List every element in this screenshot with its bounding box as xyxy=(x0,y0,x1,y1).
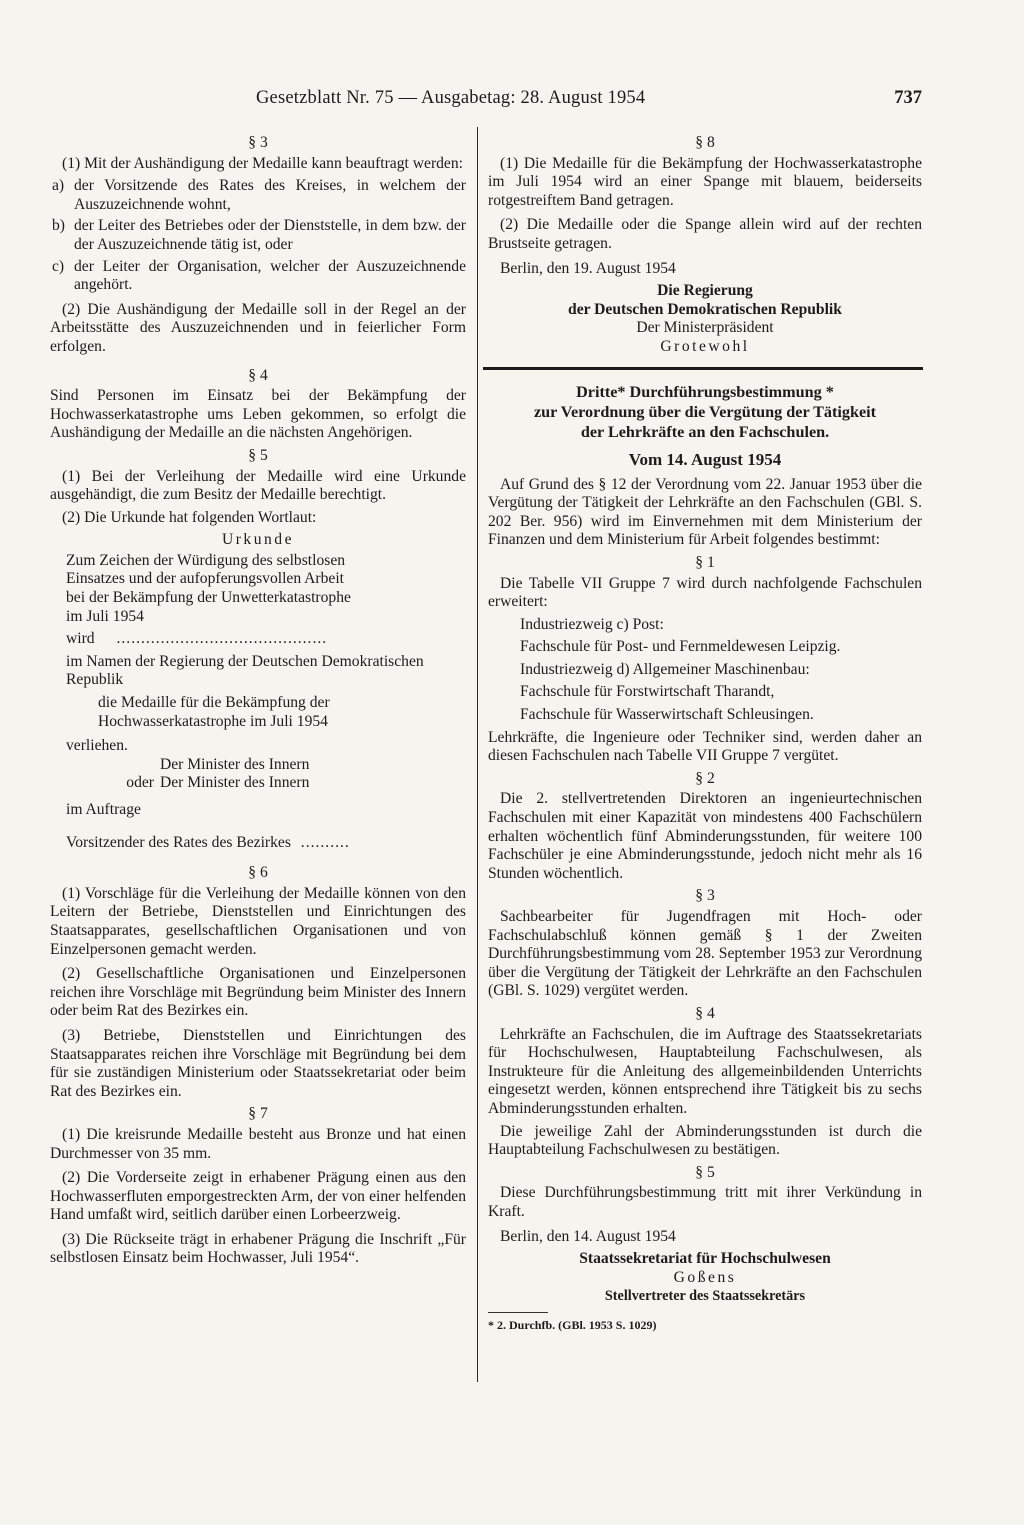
urkunde-line xyxy=(66,630,466,649)
paragraph: (3) Die Rückseite trägt in erhabener Prägung die Inschrift „Für selbstlosen Einsatz beim Hochwasser, Juli 1954“. xyxy=(50,1230,466,1267)
paragraph: (1) Die kreisrunde Medaille besteht aus Bronze und hat einen Durchmesser von 35 mm. xyxy=(50,1125,466,1162)
im-auftrage: im Auftrage xyxy=(66,801,141,818)
place-date: Berlin, den 14. August 1954 xyxy=(500,1227,676,1245)
list-item: Industriezweig d) Allgemeiner Maschinenbau: xyxy=(520,660,810,678)
section-7 xyxy=(50,1105,466,1268)
signatory-name: Goßens xyxy=(673,1268,737,1286)
oder-label: oder xyxy=(126,774,154,792)
decree-title: Dritte* Durchführungsbestimmung * xyxy=(576,382,834,401)
signatory-org: Staatssekretariat für Hochschulwesen xyxy=(579,1250,831,1268)
paragraph: Sachbearbeiter für Jugendfragen mit Hoch- oder Fachschulabschluß können gemäß § 1 der Zweiten Durchführungsbestimmung vom 28. September 1953 zur Verordnung über die Vergütung der Tätigkeit der Lehrkräfte an den Fachschulen (GBl. S. 1029) vergütet werden. xyxy=(488,908,922,1000)
decree-date: Vom 14. August 1954 xyxy=(628,449,782,469)
header-title: Gesetzblatt Nr. 75 — Ausgabetag: 28. August 1954 xyxy=(256,88,646,108)
decree-heading xyxy=(488,382,922,550)
decree-title: zur Verordnung über die Vergütung der Tätigkeit xyxy=(533,402,877,421)
signer: Der Minister des Innern xyxy=(160,774,310,792)
section-3 xyxy=(50,134,466,357)
urkunde-wird: wird xyxy=(66,630,95,648)
list-item: Fachschule für Forstwirtschaft Tharandt, xyxy=(520,683,775,701)
paragraph: (1) Mit der Aushändigung der Medaille kann beauftragt werden: xyxy=(62,154,463,172)
decree-title: der Lehrkräfte an den Fachschulen. xyxy=(580,422,830,441)
footnote: * 2. Durchfb. (GBl. 1953 S. 1029) xyxy=(488,1317,657,1332)
section-5 xyxy=(50,447,466,852)
vorsitzender-label: Vorsitzender des Rates des Bezirkes xyxy=(66,833,291,851)
paragraph: (2) Die Medaille oder die Spange allein wird auf der rechten Brustseite getragen. xyxy=(488,216,922,252)
school-list xyxy=(520,616,922,725)
urkunde-title: Urkunde xyxy=(221,531,295,549)
paragraph: Die jeweilige Zahl der Abminderungsstunden ist durch die Hauptabteilung Fachschulwesen zu bestätigen. xyxy=(488,1122,922,1159)
list-text: der Leiter der Organisation, welcher der Auszuzeichnende angehört. xyxy=(74,257,466,294)
section-4 xyxy=(50,367,466,443)
signatory-org: der Deutschen Demokratischen Republik xyxy=(568,300,842,318)
list-item: Fachschule für Wasserwirtschaft Schleusingen. xyxy=(520,706,814,724)
paragraph: (2) Gesellschaftliche Organisationen und Einzelpersonen reichen ihre Vorschläge mit Begründung beim Minister des Innern oder beim Rat des Bezirkes ein. xyxy=(50,965,466,1020)
section-heading: § 6 xyxy=(248,864,268,882)
section-heading: § 4 xyxy=(248,366,268,384)
signatory-org: Die Regierung xyxy=(657,282,753,300)
section-heading: § 4 xyxy=(695,1004,715,1022)
paragraph: Lehrkräfte an Fachschulen, die im Auftrage des Staatssekretariats für Hochschulwesen, Hauptabteilung Fachschulwesen, als Instrukteure für die Anleitung des allgemeinbildenden Unterrichts eingesetzt werden, können entsprechend ihre Tätigkeit bis zu sechs Abminderungsstunden erhalten. xyxy=(488,1025,922,1117)
list-item xyxy=(50,258,466,295)
section-heading: § 5 xyxy=(248,446,268,464)
urkunde-text xyxy=(66,552,466,852)
urkunde-line: die Medaille für die Bekämpfung der xyxy=(98,694,330,712)
section-heading: § 5 xyxy=(695,1163,715,1181)
decree-section-3 xyxy=(488,887,922,1001)
paragraph: (2) Die Urkunde hat folgenden Wortlaut: xyxy=(62,508,317,526)
name-placeholder-dots: ........................................... xyxy=(116,630,328,648)
paragraph: (1) Vorschläge für die Verleihung der Medaille können von den Leitern der Betriebe, Dienststellen und Einrichtungen des Staatsapparates, gesellschaftlichen Organisationen und von Einzelpersonen gemacht werden. xyxy=(50,884,466,958)
paragraph: (1) Bei der Verleihung der Medaille wird eine Urkunde ausgehändigt, die zum Besitz der Medaille berechtigt. xyxy=(50,467,466,504)
urkunde-line: Hochwasserkatastrophe im Juli 1954 xyxy=(98,712,328,730)
page-header xyxy=(0,88,1024,118)
urkunde-line: im Namen der Regierung der Deutschen Demokratischen Republik xyxy=(66,652,424,689)
signature-dots: .......... xyxy=(300,833,350,851)
section-heading: § 7 xyxy=(248,1105,268,1123)
urkunde-line: im Juli 1954 xyxy=(66,607,144,625)
paragraph: Auf Grund des § 12 der Verordnung vom 22. Januar 1953 über die Vergütung der Tätigkeit der Lehrkräfte an den Fachschulen (GBl. S. 202 Ber. 956) wird im Einvernehmen mit dem Ministerium der Finanzen und dem Ministerium für Arbeit folgendes bestimmt: xyxy=(488,475,922,549)
signer: Der Minister des Innern xyxy=(160,755,310,773)
signature-row xyxy=(66,774,466,793)
page-number: 737 xyxy=(894,88,922,108)
paragraph: (2) Die Aushändigung der Medaille soll in der Regel an der Arbeitsstätte des Auszuzeichnenden und in feierlicher Form erfolgen. xyxy=(50,300,466,355)
decree-section-2 xyxy=(488,770,922,884)
paragraph: Lehrkräfte, die Ingenieure oder Techniker sind, werden daher an diesen Fachschulen nach Tabelle VII Gruppe 7 vergütet. xyxy=(488,728,922,765)
paragraph: Die 2. stellvertretenden Direktoren an ingenieurtechnischen Fachschulen mit einer Kapazität von mindestens 400 Fachschülern erhalten wöchentlich fünf Abminderungsstunden, für weitere 100 Fachschüler je eine Abminderungsstunde, jedoch nicht mehr als 16 Stunden wöchentlich. xyxy=(488,790,922,882)
section-6 xyxy=(50,864,466,1101)
signature-row xyxy=(66,756,466,775)
section-8 xyxy=(488,134,922,254)
decree-section-1 xyxy=(488,554,922,766)
left-column xyxy=(50,130,466,1272)
list-text: der Vorsitzende des Rates des Kreises, in welchem der Auszuzeichnende wohnt, xyxy=(74,177,466,213)
paragraph: Sind Personen im Einsatz bei der Bekämpfung der Hochwasserkatastrophe ums Leben gekommen, so erfolgt die Aushändigung der Medaille an die nächsten Angehörigen. xyxy=(50,387,466,442)
section-heading: § 3 xyxy=(248,134,268,151)
section-rule xyxy=(483,367,923,370)
decree-section-5 xyxy=(488,1164,922,1222)
list-item xyxy=(50,177,466,214)
section-heading: § 2 xyxy=(695,769,715,787)
place-date: Berlin, den 19. August 1954 xyxy=(500,259,676,277)
paragraph: (2) Die Vorderseite zeigt in erhabener Prägung einen aus den Hochwasserfluten emporgestreckten Arm, der von einer helfenden Hand umfaßt wird, seitlich darüber einen Lorbeerzweig. xyxy=(50,1169,466,1224)
paragraph: (3) Betriebe, Dienststellen und Einrichtungen des Staatsapparates reichen ihre Vorschläge mit Begründung bei dem für sie zuständigen Ministerium oder Staatssekretariat oder beim Rat des Bezirkes ein. xyxy=(50,1026,466,1100)
signature-block-secretariat xyxy=(488,1228,922,1306)
list-item xyxy=(50,217,466,254)
list-label: a) xyxy=(52,177,65,195)
list-item: Fachschule für Post- und Fernmeldewesen Leipzig. xyxy=(520,638,841,656)
decree-section-4 xyxy=(488,1005,922,1160)
section-heading: § 1 xyxy=(695,553,715,571)
urkunde-line: Einsatzes und der aufopferungsvollen Arbeit xyxy=(66,570,345,588)
right-column xyxy=(488,130,922,1334)
list-text: der Leiter des Betriebes oder der Dienststelle, in dem bzw. der der Auszuzeichnende tätig ist, oder xyxy=(74,217,466,253)
urkunde-line: Zum Zeichen der Würdigung des selbstlosen xyxy=(66,551,346,569)
column-divider xyxy=(477,127,478,1382)
signatory-role: Stellvertreter des Staatssekretärs xyxy=(604,1288,806,1305)
list-label: c) xyxy=(52,257,65,275)
footnote-rule xyxy=(488,1312,548,1313)
paragraph: (1) Die Medaille für die Bekämpfung der Hochwasserkatastrophe im Juli 1954 wird an einer Spange mit blauem, beiderseits rotgestreiftem Band getragen. xyxy=(488,154,922,209)
signature-block-government xyxy=(488,260,922,357)
urkunde-line: bei der Bekämpfung der Unwetterkatastrophe xyxy=(66,589,351,607)
paragraph: Die Tabelle VII Gruppe 7 wird durch nachfolgende Fachschulen erweitert: xyxy=(488,574,922,611)
urkunde-line xyxy=(66,834,466,853)
signatory-name: Grotewohl xyxy=(660,337,750,355)
section-heading: § 8 xyxy=(695,134,715,151)
section-heading: § 3 xyxy=(695,887,715,905)
list-item: Industriezweig c) Post: xyxy=(520,615,664,633)
signatory-role: Der Ministerpräsident xyxy=(636,319,774,337)
list-label: b) xyxy=(52,217,65,235)
paragraph: Diese Durchführungsbestimmung tritt mit ihrer Verkündung in Kraft. xyxy=(488,1184,922,1220)
urkunde-line: verliehen. xyxy=(66,737,128,755)
